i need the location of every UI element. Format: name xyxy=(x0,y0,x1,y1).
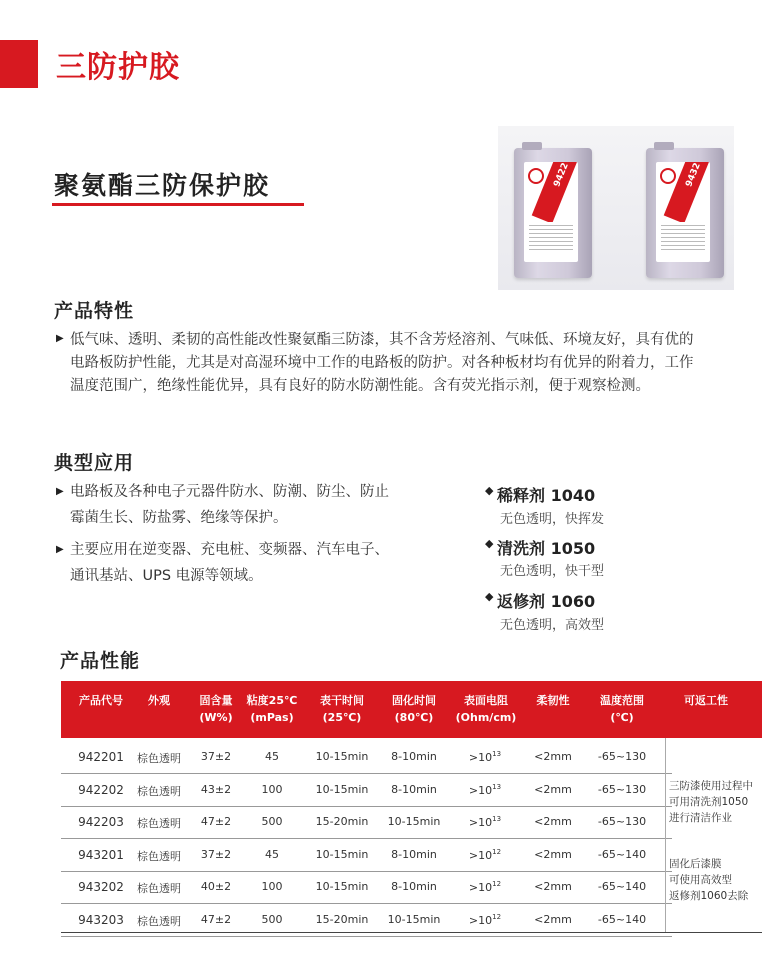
features-line: 低气味、透明、柔韧的高性能改性聚氨酯三防漆，其不含芳烃溶剂、气味低、环境友好，具有优的 xyxy=(70,332,694,348)
column-header: 粘度25℃ (mPas) xyxy=(246,694,298,724)
table-header xyxy=(61,681,762,738)
table-cell-cure: 8-10min xyxy=(391,750,437,763)
brand-logo-icon xyxy=(528,168,544,184)
table-cell-flex: <2mm xyxy=(534,750,572,763)
table-cell-viscosity: 45 xyxy=(265,847,279,861)
table-cell-resistance: $>10^{13}$ xyxy=(468,750,502,764)
auxiliary-product-name: ◆ 清洗剂 1050 xyxy=(485,537,596,558)
table-cell-flex: <2mm xyxy=(534,912,572,926)
features-line: 电路板防护性能，尤其是对高湿环境中工作的电路板的防护。对各种板材均有优异的附着力，工作 xyxy=(70,355,694,371)
table-cell-appearance: 棕色透明 xyxy=(137,914,181,928)
table-cell-cure: 10-15min xyxy=(387,912,441,926)
bullet-arrow-icon: ▶ xyxy=(56,486,64,497)
features-text xyxy=(70,329,760,398)
rework-note: 固化后漆膜 可使用高效型 返修剂1060去除 xyxy=(669,858,749,902)
table-row xyxy=(61,806,672,839)
diamond-bullet-icon: ◆ xyxy=(485,537,494,550)
column-header: 温度范围 (℃) xyxy=(600,694,644,724)
product-can xyxy=(514,148,592,278)
page-title: 三防护胶 xyxy=(56,50,180,85)
application-item: 电路板及各种电子元器件防水、防潮、防尘、防止 霉菌生长、防盐雾、绝缘等保护。 xyxy=(70,484,389,526)
product-photo xyxy=(498,126,734,290)
table-cell-appearance: 棕色透明 xyxy=(137,882,181,895)
table-cell-code: 942203 xyxy=(78,815,124,829)
table-cell-appearance: 棕色透明 xyxy=(137,849,181,863)
can-label-code: 9422 xyxy=(552,162,571,189)
auxiliary-product-desc: 无色透明，高效型 xyxy=(500,618,605,633)
bullet-arrow-icon: ▶ xyxy=(56,544,64,555)
diamond-bullet-icon: ◆ xyxy=(485,590,494,603)
table-cell-solid: 43±2 xyxy=(200,782,232,796)
table-cell-cure: 8-10min xyxy=(391,782,437,796)
table-cell-temp: -65~130 xyxy=(597,815,647,828)
column-header: 外观 xyxy=(148,694,170,707)
applications-heading: 典型应用 xyxy=(54,452,135,474)
table-cell-viscosity: 45 xyxy=(265,750,279,763)
table-cell-viscosity: 100 xyxy=(261,782,283,796)
table-cell-tack-free: 10-15min xyxy=(315,880,369,893)
table-cell-solid: 37±2 xyxy=(200,847,232,861)
table-row xyxy=(61,741,672,774)
column-header: 产品代号 xyxy=(79,694,123,707)
column-header: 柔韧性 xyxy=(536,694,570,707)
column-header: 表面电阻 (Ohm/cm) xyxy=(455,694,517,724)
application-item: 主要应用在逆变器、充电桩、变频器、汽车电子、 通讯基站、UPS 电源等领域。 xyxy=(70,542,389,584)
auxiliary-product-name: ◆ 稀释剂 1040 xyxy=(485,484,596,505)
auxiliary-product-desc: 无色透明，快挥发 xyxy=(500,512,605,527)
table-cell-viscosity: 500 xyxy=(261,815,283,828)
table-cell-temp: -65~130 xyxy=(597,750,647,763)
table-cell-resistance: $>10^{12}$ xyxy=(468,880,502,894)
table-cell-cure: 8-10min xyxy=(391,847,437,861)
table-cell-resistance: $>10^{12}$ xyxy=(468,912,502,927)
table-cell-code: 943203 xyxy=(78,912,124,927)
table-cell-appearance: 棕色透明 xyxy=(137,784,181,798)
table-cell-code: 943201 xyxy=(78,847,124,862)
bullet-arrow-icon: ▶ xyxy=(56,333,64,344)
table-cell-temp: -65~140 xyxy=(597,912,647,926)
column-header: 可返工性 xyxy=(684,694,728,707)
column-header: 表干时间 (25℃) xyxy=(320,694,364,724)
table-cell-tack-free: 10-15min xyxy=(315,782,369,796)
table-cell-code: 942202 xyxy=(78,782,124,797)
table-cell-solid: 37±2 xyxy=(200,750,232,763)
table-cell-solid: 47±2 xyxy=(200,912,232,926)
table-divider xyxy=(665,738,666,933)
column-header: 固含量 (W%) xyxy=(199,694,233,724)
table-cell-solid: 47±2 xyxy=(200,815,232,828)
table-bottom-rule xyxy=(61,932,762,933)
features-line: 温度范围广，绝缘性能优异，具有良好的防水防潮性能。含有荧光指示剂，便于观察检测。 xyxy=(70,378,650,394)
product-can xyxy=(646,148,724,278)
features-heading: 产品特性 xyxy=(54,300,135,322)
table-row xyxy=(61,774,672,807)
table-cell-code: 943202 xyxy=(78,880,124,894)
table-cell-temp: -65~140 xyxy=(597,880,647,893)
table-cell-viscosity: 500 xyxy=(261,912,283,926)
title-underline xyxy=(52,203,304,206)
table-cell-flex: <2mm xyxy=(534,815,572,828)
table-cell-resistance: $>10^{13}$ xyxy=(468,782,502,797)
table-cell-code: 942201 xyxy=(78,750,124,764)
table-cell-resistance: $>10^{12}$ xyxy=(468,847,502,862)
table-row xyxy=(61,839,672,872)
performance-heading: 产品性能 xyxy=(60,650,141,672)
table-cell-viscosity: 100 xyxy=(261,880,283,893)
table-cell-tack-free: 15-20min xyxy=(315,815,369,828)
table-cell-tack-free: 15-20min xyxy=(315,912,369,926)
diamond-bullet-icon: ◆ xyxy=(485,484,494,497)
rework-note: 三防漆使用过程中 可用清洗剂1050 进行清洁作业 xyxy=(669,780,753,824)
table-cell-flex: <2mm xyxy=(534,847,572,861)
auxiliary-product-desc: 无色透明，快干型 xyxy=(500,564,605,579)
table-cell-temp: -65~130 xyxy=(597,782,647,796)
can-label-code: 9432 xyxy=(684,162,703,189)
table-cell-cure: 8-10min xyxy=(391,880,437,893)
table-cell-tack-free: 10-15min xyxy=(315,750,369,763)
table-cell-resistance: $>10^{13}$ xyxy=(468,815,502,829)
column-header: 固化时间 (80℃) xyxy=(392,694,436,724)
product-title: 聚氨酯三防保护胶 xyxy=(54,171,271,200)
auxiliary-product-name: ◆ 返修剂 1060 xyxy=(485,590,596,611)
table-cell-temp: -65~140 xyxy=(597,847,647,861)
table-cell-flex: <2mm xyxy=(534,880,572,893)
table-cell-flex: <2mm xyxy=(534,782,572,796)
table-cell-appearance: 棕色透明 xyxy=(137,752,181,765)
brand-logo-icon xyxy=(660,168,676,184)
table-cell-cure: 10-15min xyxy=(387,815,441,828)
table-cell-solid: 40±2 xyxy=(200,880,232,893)
table-cell-tack-free: 10-15min xyxy=(315,847,369,861)
table-cell-appearance: 棕色透明 xyxy=(137,817,181,830)
table-row xyxy=(61,871,672,904)
title-accent-block xyxy=(0,40,38,88)
